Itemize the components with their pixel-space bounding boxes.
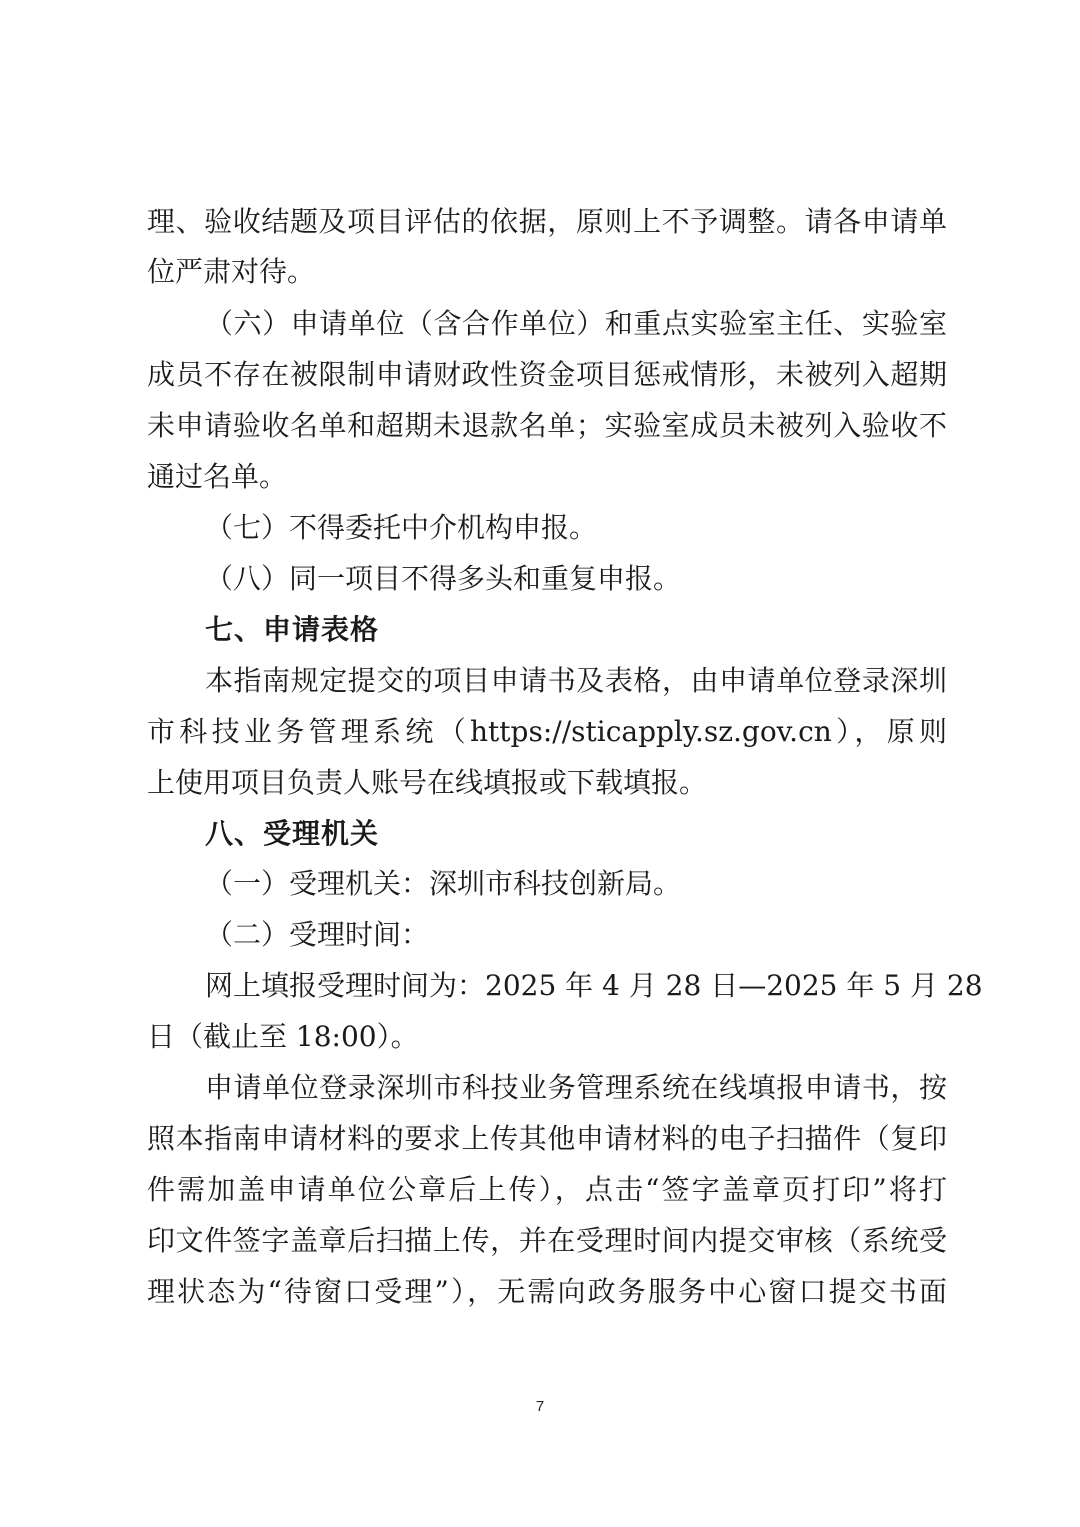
body-text-line: 位严肃对待。	[147, 255, 316, 288]
body-text-line: 通过名单。	[147, 460, 288, 493]
body-text-line: 照本指南申请材料的要求上传其他申请材料的电子扫描件（复印	[147, 1122, 947, 1155]
list-item-seven: （七）不得委托中介机构申报。	[205, 511, 598, 544]
body-text-line: 件需加盖申请单位公章后上传），点击“签字盖章页打印”将打	[147, 1173, 947, 1206]
body-text-line: 本指南规定提交的项目申请书及表格，由申请单位登录深圳	[205, 664, 947, 697]
list-item-six: （六）申请单位（含合作单位）和重点实验室主任、实验室	[205, 307, 947, 340]
body-text-line: 日（截止至 18:00）。	[147, 1020, 419, 1053]
body-text-line-dates: 网上填报受理时间为：2025 年 4 月 28 日—2025 年 5 月 28	[205, 969, 983, 1002]
page-number: 7	[535, 1398, 545, 1415]
list-item-two: （二）受理时间：	[205, 918, 430, 951]
body-text-line: 印文件签字盖章后扫描上传，并在受理时间内提交审核（系统受	[147, 1224, 947, 1257]
body-text-line-url: 市科技业务管理系统（https://sticapply.sz.gov.cn），原则	[147, 715, 947, 748]
section-heading-eight: 八、受理机关	[205, 817, 380, 850]
list-item-eight: （八）同一项目不得多头和重复申报。	[205, 562, 682, 595]
list-item-one: （一）受理机关：深圳市科技创新局。	[205, 867, 682, 900]
body-text-line: 理、验收结题及项目评估的依据，原则上不予调整。请各申请单	[147, 205, 947, 238]
body-text-line: 理状态为“待窗口受理”），无需向政务服务中心窗口提交书面	[147, 1275, 947, 1308]
body-text-line: 上使用项目负责人账号在线填报或下载填报。	[147, 766, 708, 799]
body-text-line: 成员不存在被限制申请财政性资金项目惩戒情形，未被列入超期	[147, 358, 947, 391]
section-heading-seven: 七、申请表格	[205, 613, 380, 646]
body-text-line: 申请单位登录深圳市科技业务管理系统在线填报申请书，按	[205, 1071, 947, 1104]
body-text-line: 未申请验收名单和超期未退款名单；实验室成员未被列入验收不	[147, 409, 947, 442]
